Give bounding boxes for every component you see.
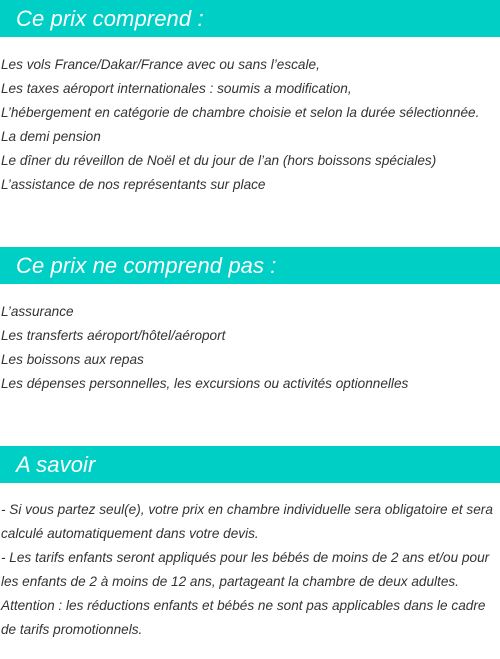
list-item: Le dîner du réveillon de Noël et du jour de l’an (hors boissons spéciales) [1, 153, 437, 168]
list-item: Les taxes aéroport internationales : soumis a modification, [1, 81, 352, 96]
list-item: Les vols France/Dakar/France avec ou sans l’escale, [1, 57, 320, 72]
section-header-includes [0, 0, 500, 37]
section-header-info [0, 446, 500, 483]
section-title: Ce prix comprend : [16, 5, 204, 31]
section-title: Ce prix ne comprend pas : [16, 252, 277, 278]
excludes-list [1, 300, 499, 396]
list-item: L’hébergement en catégorie de chambre choisie et selon la durée sélectionnée. [1, 105, 480, 120]
info-paragraph: Attention : les réductions enfants et bébés ne sont pas applicables dans le cadre de tarifs promotionnels. [1, 598, 486, 637]
list-item: Les boissons aux repas [1, 352, 144, 367]
list-item: L’assistance de nos représentants sur place [1, 177, 266, 192]
list-item: L’assurance [1, 304, 74, 319]
list-item: Les dépenses personnelles, les excursions ou activités optionnelles [1, 376, 409, 391]
info-paragraph: - Les tarifs enfants seront appliqués pour les bébés de moins de 2 ans et/ou pour les enfants de 2 à moins de 12 ans, partageant la chambre de deux adultes. [1, 550, 490, 589]
section-header-excludes [0, 247, 500, 284]
includes-list [1, 53, 499, 197]
list-item: Les transferts aéroport/hôtel/aéroport [1, 328, 226, 343]
section-title: A savoir [16, 451, 96, 477]
list-item: La demi pension [1, 129, 101, 144]
info-paragraph: - Si vous partez seul(e), votre prix en chambre individuelle sera obligatoire et sera calculé automatiquement dans votre devis. [1, 502, 493, 541]
info-text [1, 498, 499, 642]
